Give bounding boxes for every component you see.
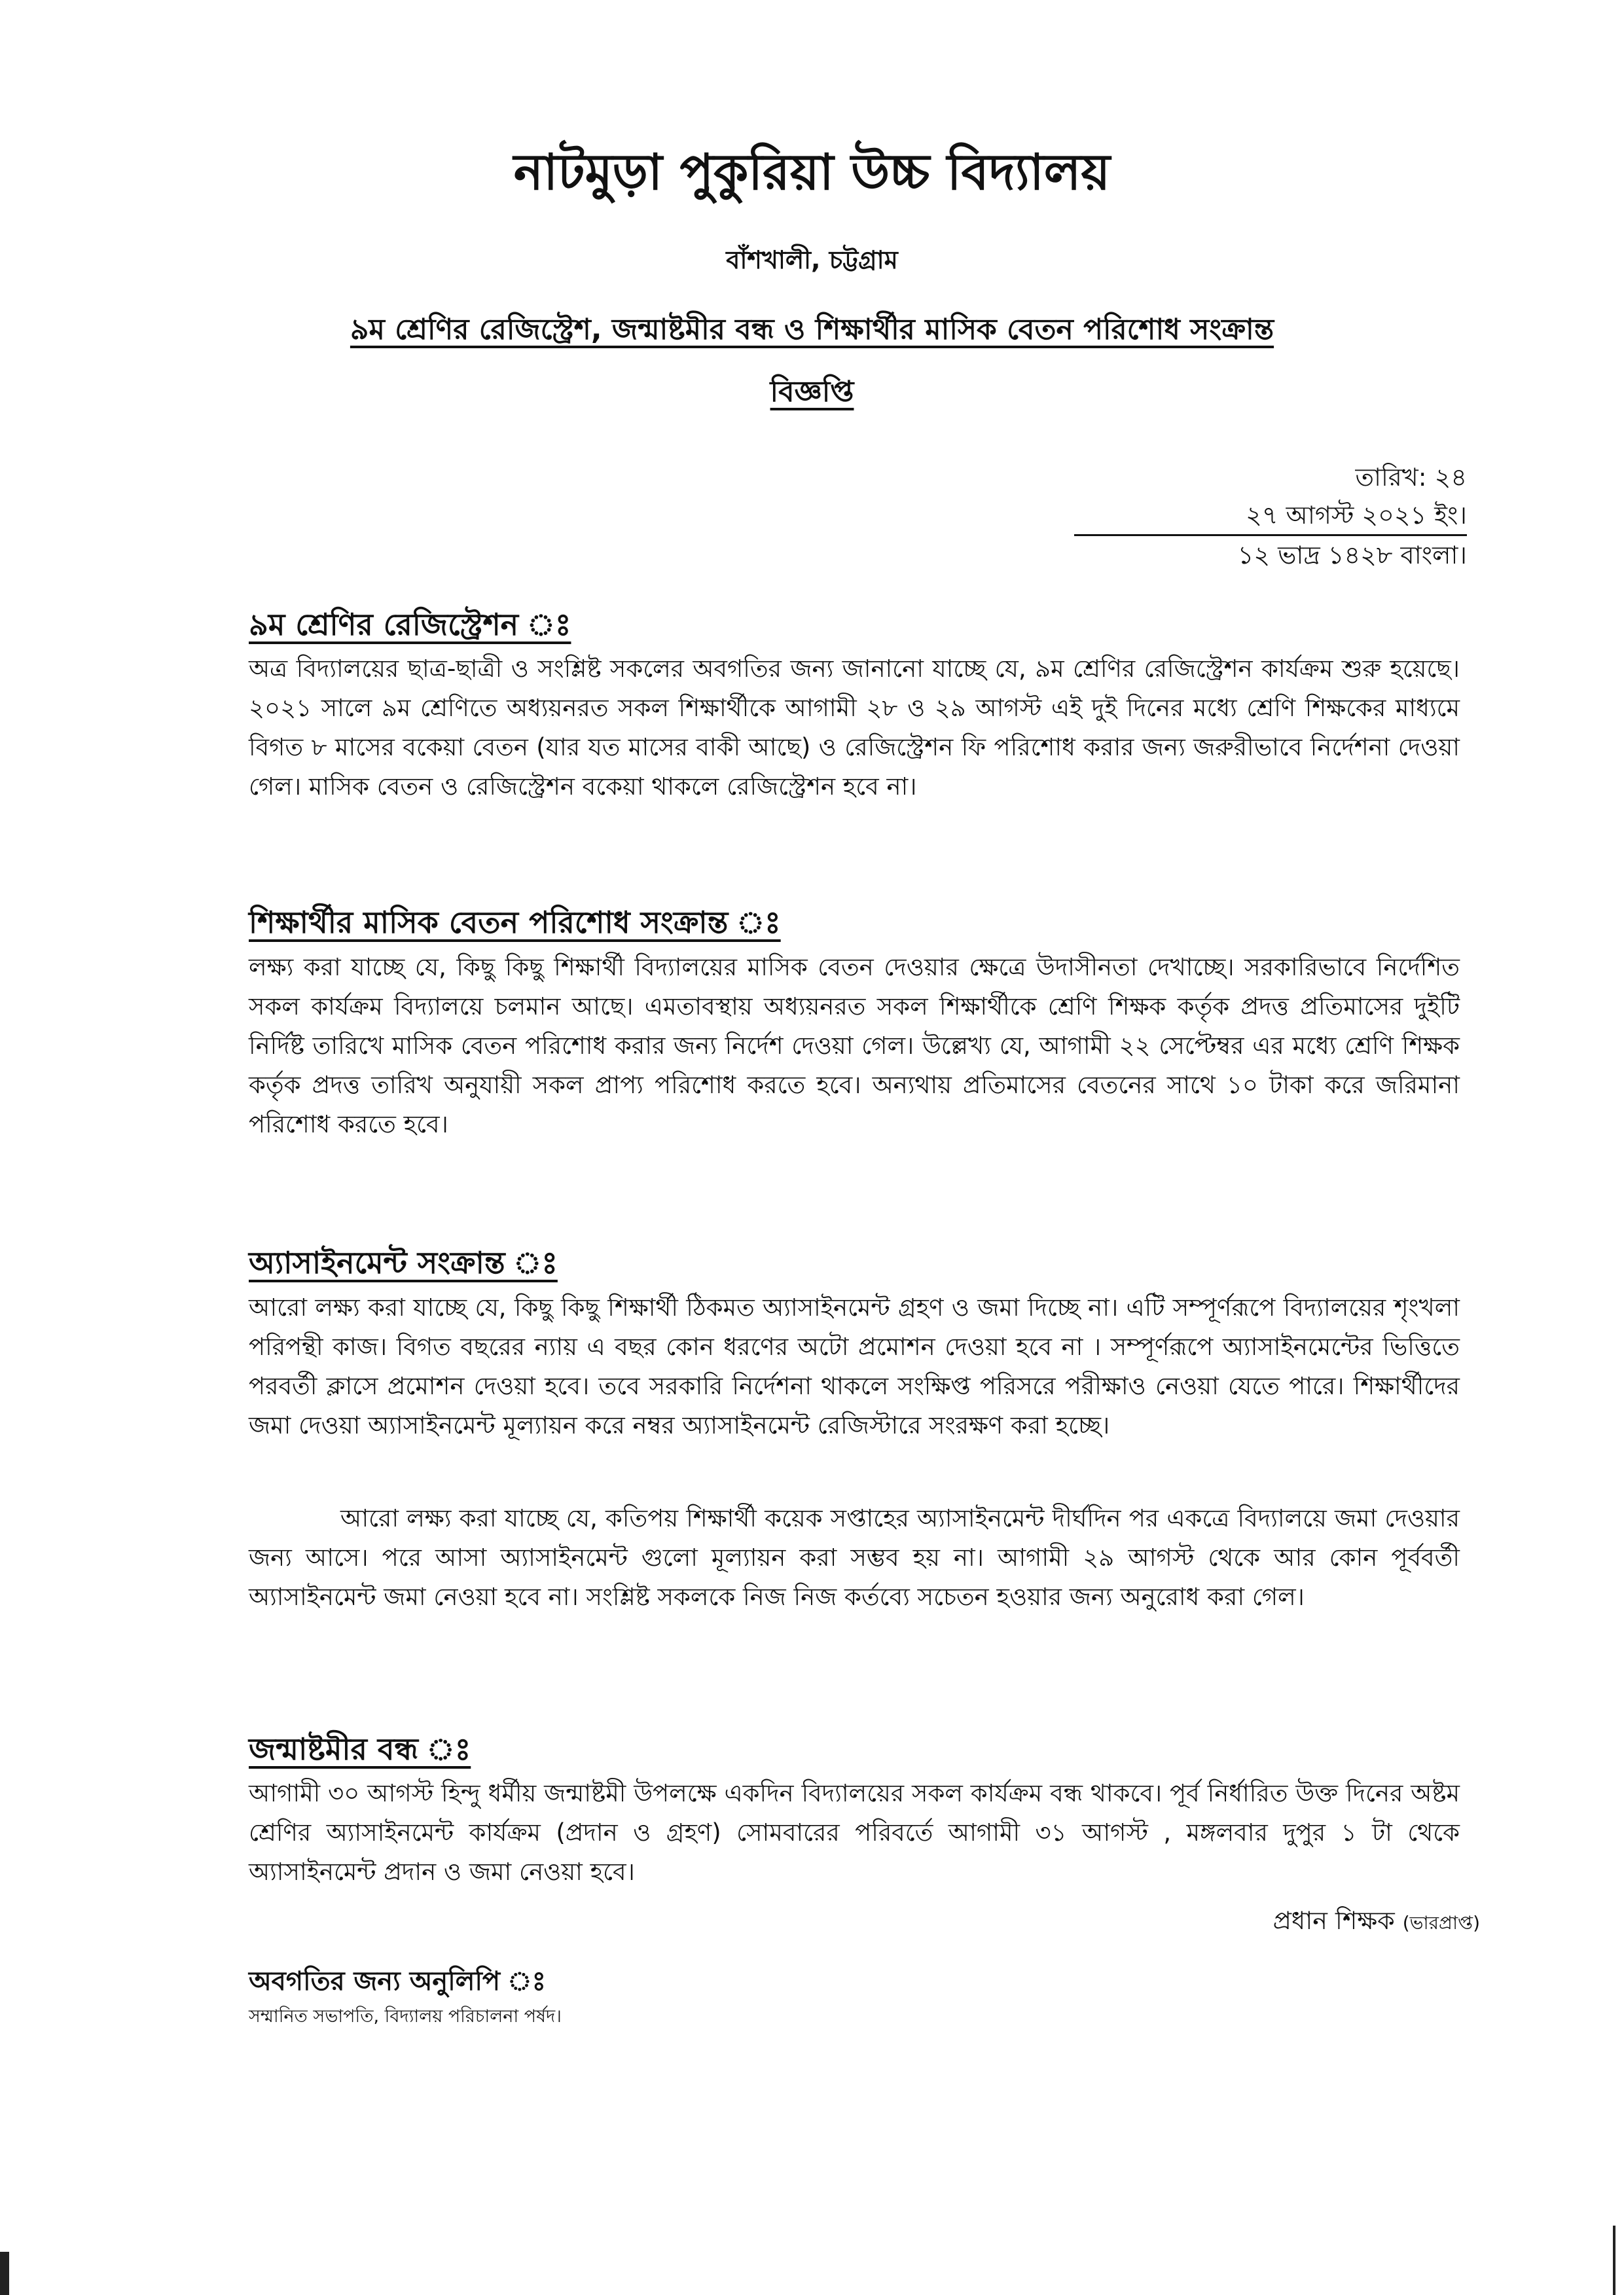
notice-subject: ৯ম শ্রেণির রেজিস্ট্রেশ, জন্মাষ্টমীর বন্ধ ও শিক্ষার্থীর মাসিক বেতন পরিশোধ সংক্রান্ত [350,313,1274,346]
janmashtami-heading: জন্মাষ্টমীর বন্ধ ঃ [249,1731,471,1767]
assignment-paragraph-2: আরো লক্ষ্য করা যাচ্ছে যে, কতিপয় শিক্ষার্থী কয়েক সপ্তাহের অ্যাসাইনমেন্ট দীর্ঘদিন পর একত্রে বিদ্যালয়ে জমা দেওয়ার জন্য আসে। পরে আসা অ্যাসাইনমেন্ট গুলো মূল্যায়ন করা সম্ভব হয় না। আগামী ২৯ আগস্ট থেকে আর কোন পূর্ববর্তী অ্যাসাইনমেন্ট জমা নেওয়া হবে না। সংশ্লিষ্ট সকলকে নিজ নিজ কর্তব্যে সচেতন হওয়ার জন্য অনুরোধ করা গেল। [249,1504,1460,1611]
monthly-fee-heading: শিক্ষার্থীর মাসিক বেতন পরিশোধ সংক্রান্ত ঃ [249,905,781,940]
signature-note: (ভারপ্রাপ্ত) [1402,1912,1480,1934]
date-bengali: ১২ ভাদ্র ১৪২৮ বাংলা। [1237,541,1467,569]
date-gregorian: ২৭ আগস্ট ২০২১ ইং। [1074,496,1467,536]
registration-paragraph: অত্র বিদ্যালয়ের ছাত্র-ছাত্রী ও সংশ্লিষ্ট সকলের অবগতির জন্য জানানো যাচ্ছে যে, ৯ম শ্রেণির রেজিস্ট্রেশন কার্যক্রম শুরু হয়েছে। ২০২১ সালে ৯ম শ্রেণিতে অধ্যয়নরত সকল শিক্ষার্থীকে আগামী ২৮ ও ২৯ আগস্ট এই দুই দিনের মধ্যে শ্রেণি শিক্ষকের মাধ্যমে বিগত ৮ মাসের বকেয়া বেতন (যার যত মাসের বাকী আছে) ও রেজিস্ট্রেশন ফি পরিশোধ করার জন্য জরুরীভাবে নির্দেশনা দেওয়া গেল। মাসিক বেতন ও রেজিস্ট্রেশন বকেয়া থাকলে রেজিস্ট্রেশন হবে না। [249,655,1460,801]
scan-edge-line [1613,2226,1615,2295]
school-location: বাঁশখালী, চট্টগ্রাম [726,245,898,274]
monthly-fee-paragraph: লক্ষ্য করা যাচ্ছে যে, কিছু কিছু শিক্ষার্থী বিদ্যালয়ের মাসিক বেতন দেওয়ার ক্ষেত্রে উদাসীনতা দেখাচ্ছে। সরকারিভাবে নির্দেশিত সকল কার্যক্রম বিদ্যালয়ে চলমান আছে। এমতাবস্থায় অধ্যয়নরত সকল শিক্ষার্থীকে শ্রেণি শিক্ষক কর্তৃক প্রদত্ত প্রতিমাসের দুইটি নির্দিষ্ট তারিখে মাসিক বেতন পরিশোধ করার জন্য নির্দেশ দেওয়া গেল। উল্লেখ্য যে, আগামী ২২ সেপ্টেম্বর এর মধ্যে শ্রেণি শিক্ষক কর্তৃক প্রদত্ত তারিখ অনুযায়ী সকল প্রাপ্য পরিশোধ করতে হবে। অন্যথায় প্রতিমাসের বেতনের সাথে ১০ টাকা করে জরিমানা পরিশোধ করতে হবে। [249,953,1460,1138]
assignment-heading: অ্যাসাইনমেন্ট সংক্রান্ত ঃ [249,1245,558,1280]
date-label: তারিখ: ২৪ [1355,463,1467,492]
signature-title: প্রধান শিক্ষক [1272,1906,1395,1935]
janmashtami-paragraph: আগামী ৩০ আগস্ট হিন্দু ধর্মীয় জন্মাষ্টমী উপলক্ষে একদিন বিদ্যালয়ের সকল কার্যক্রম বন্ধ থাকবে। পূর্ব নির্ধারিত উক্ত দিনের অষ্টম শ্রেণির অ্যাসাইনমেন্ট কার্যক্রম (প্রদান ও গ্রহণ) সোমবারের পরিবর্তে আগামী ৩১ আগস্ট , মঙ্গলবার দুপুর ১ টা থেকে অ্যাসাইনমেন্ট প্রদান ও জমা নেওয়া হবে। [249,1779,1460,1886]
notice-title: বিজ্ঞপ্তি [770,375,854,408]
signature [1273,1902,1480,1943]
registration-heading: ৯ম শ্রেণির রেজিস্ট্রেশন ঃ [249,607,571,642]
copy-recipient: সম্মানিত সভাপতি, বিদ্যালয় পরিচালনা পর্ষদ। [249,2006,562,2027]
school-name: নাটমুড়া পুকুরিয়া উচ্চ বিদ্যালয় [513,143,1111,201]
date-block [1074,458,1467,574]
assignment-paragraph-1: আরো লক্ষ্য করা যাচ্ছে যে, কিছু কিছু শিক্ষার্থী ঠিকমত অ্যাসাইনমেন্ট গ্রহণ ও জমা দিচ্ছে না। এটি সম্পূর্ণরূপে বিদ্যালয়ের শৃংখলা পরিপন্থী কাজ। বিগত বছরের ন্যায় এ বছর কোন ধরণের অটো প্রমোশন দেওয়া হবে না । সম্পূর্ণরূপে অ্যাসাইনমেন্টের ভিত্তিতে পরবর্তী ক্লাসে প্রমোশন দেওয়া হবে। তবে সরকারি নির্দেশনা থাকলে সংক্ষিপ্ত পরিসরে পরীক্ষাও নেওয়া যেতে পারে। শিক্ষার্থীদের জমা দেওয়া অ্যাসাইনমেন্ট মূল্যায়ন করে নম্বর অ্যাসাইনমেন্ট রেজিস্টারে সংরক্ষণ করা হচ্ছে। [249,1293,1460,1439]
copy-label: অবগতির জন্য অনুলিপি ঃ [249,1966,546,1997]
scan-edge-mark [0,2252,9,2295]
